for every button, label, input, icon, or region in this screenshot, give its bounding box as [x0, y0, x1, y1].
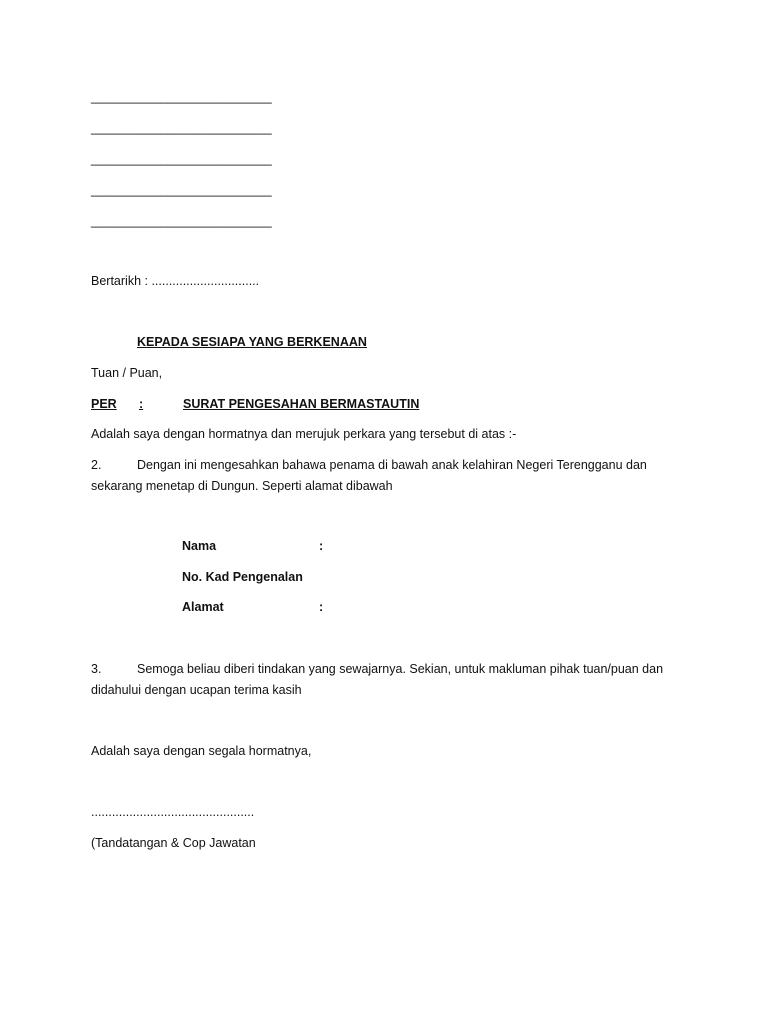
address-line-5: __________________________ — [91, 214, 272, 228]
opening-sentence: Adalah saya dengan hormatnya dan merujuk perkara yang tersebut di atas :- — [91, 427, 517, 441]
date-placeholder: ............................... — [151, 274, 260, 288]
closing-line: Adalah saya dengan segala hormatnya, — [91, 744, 312, 758]
paragraph-3-number: 3. — [91, 662, 102, 676]
address-line-1: __________________________ — [91, 90, 272, 104]
signature-line: ............................................... — [91, 805, 255, 819]
field-colon-alamat: : — [319, 600, 324, 614]
salutation: Tuan / Puan, — [91, 366, 163, 380]
paragraph-3-text: Semoga beliau diberi tindakan yang sewajarnya. Sekian, untuk makluman pihak tuan/puan dan didahului dengan ucapan terima kasih — [91, 662, 664, 697]
address-line-2: __________________________ — [91, 121, 272, 135]
signature-caption: (Tandatangan & Cop Jawatan — [91, 836, 256, 850]
paragraph-2 — [91, 455, 671, 497]
field-label-alamat: Alamat — [182, 600, 224, 614]
date-line — [91, 273, 259, 289]
date-label: Bertarikh : — [91, 274, 148, 288]
field-label-ic: No. Kad Pengenalan — [182, 570, 303, 584]
subject-colon: : — [139, 397, 144, 411]
address-line-4: __________________________ — [91, 183, 272, 197]
paragraph-2-number: 2. — [91, 458, 102, 472]
address-line-3: __________________________ — [91, 152, 272, 166]
subject-label: PER — [91, 397, 117, 411]
recipient-heading: KEPADA SESIAPA YANG BERKENAAN — [137, 335, 367, 349]
field-label-nama: Nama — [182, 539, 217, 553]
paragraph-3 — [91, 659, 671, 701]
field-colon-nama: : — [319, 539, 324, 553]
paragraph-2-text: Dengan ini mengesahkan bahawa penama di bawah anak kelahiran Negeri Terengganu dan sekarang menetap di Dungun. Seperti alamat dibawah — [91, 458, 647, 493]
subject-text: SURAT PENGESAHAN BERMASTAUTIN — [183, 397, 420, 411]
